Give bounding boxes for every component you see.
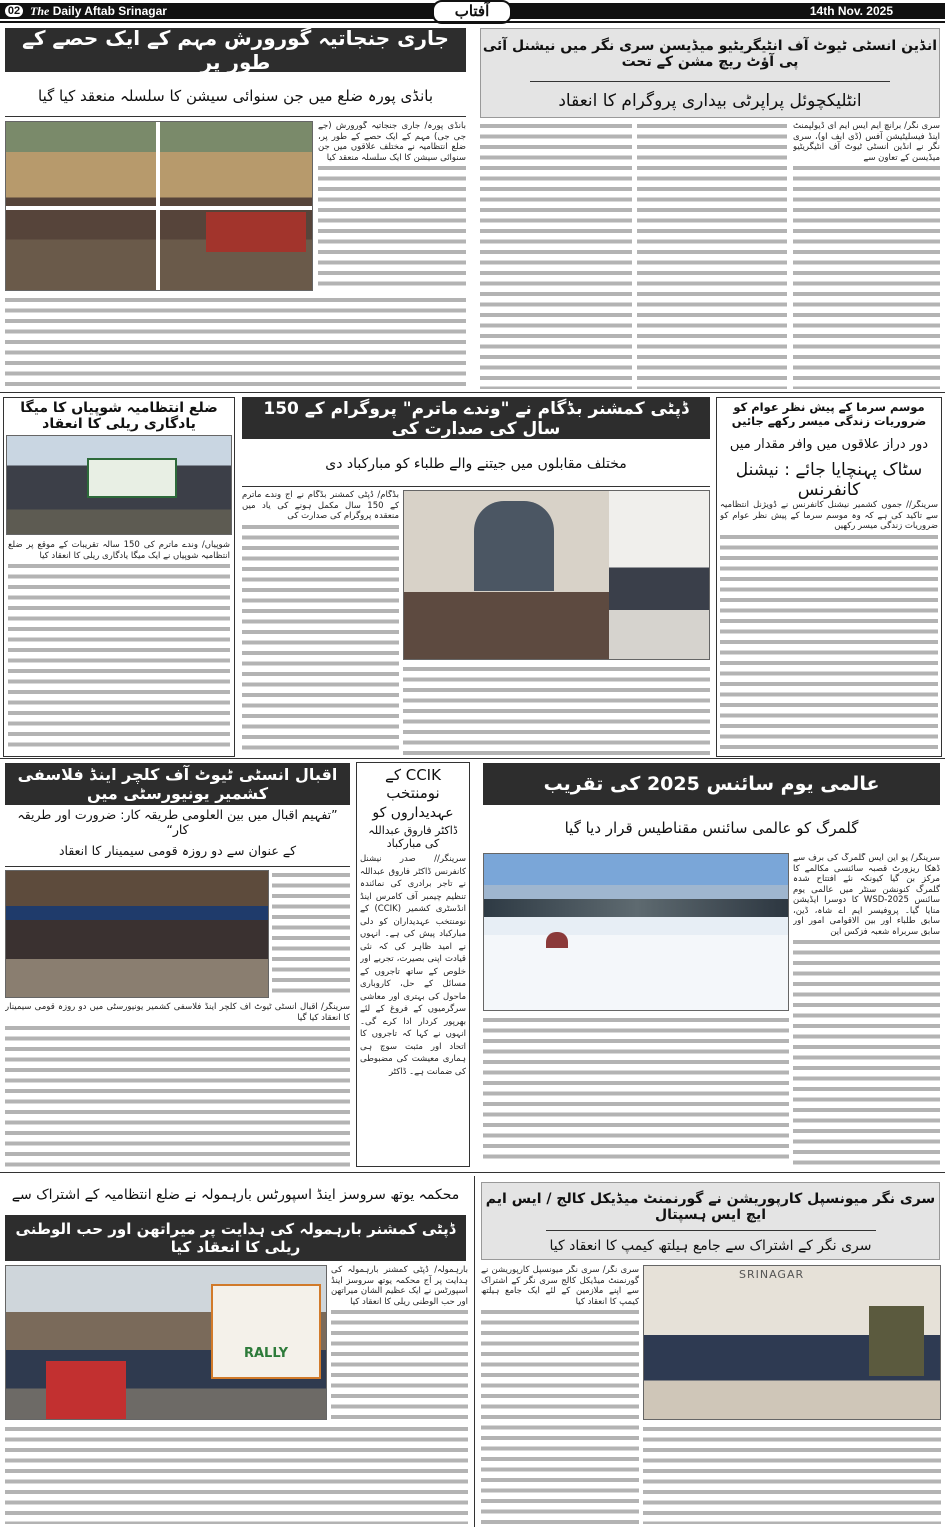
ccik-box — [356, 762, 470, 1167]
iqbal-body — [5, 1002, 350, 1167]
ccik-headline-3: ڈاکٹر فاروق عبداللہ کی مبارکباد — [368, 824, 458, 850]
shopian-body — [8, 540, 230, 753]
divider — [5, 866, 350, 867]
shopian-headline: ضلع انتظامیہ شوپیاں کا میگا یادگاری ریلی کا انعقاد — [20, 400, 218, 432]
smc-headline: سری نگر میونسپل کارپوریشن نے گورنمنٹ میڈیکل کالج / ایس ایم ایچ ایس ہسپتال — [485, 1191, 936, 1223]
budgam-lead: بڈگام/ ڈپٹی کمشنر بڈگام نے آج وندے ماترم کے 150 سال مکمل ہونے کی یاد میں منعقدہ پروگرام کی صدارت کی — [242, 490, 399, 521]
iitm-header-box — [480, 28, 940, 118]
shopian-photo — [6, 435, 232, 535]
nc-subhead-2: سٹاک پہنچایا جائے : نیشنل کانفرنس — [735, 459, 923, 500]
divider — [5, 116, 466, 117]
iqbal-headline: اقبال انسٹی ٹیوٹ آف کلچر اینڈ فلاسفی کشمیر یونیورسٹی میں — [5, 763, 350, 805]
paper-prefix: The — [30, 4, 50, 18]
shopian-lead: شوپیاں/ وندے ماترم کی 150 سالہ تقریبات کے موقع پر ضلع انتظامیہ شوپیاں نے ایک میگا یادگاری ریلی کا انعقاد کیا — [8, 540, 230, 561]
divider — [474, 1176, 475, 1527]
iqbal-lead: سرینگر/ اقبال انسٹی ٹیوٹ آف کلچر اینڈ فلاسفی کشمیر یونیورسٹی میں دو روزہ قومی سیمینار کا انعقاد کیا گیا — [5, 1002, 350, 1023]
masthead-bar — [0, 3, 945, 19]
gulmarg-snow-photo — [483, 853, 789, 1011]
baramulla-photo — [5, 1265, 327, 1420]
budgam-subhead: مختلف مقابلوں میں جیتنے والے طلباء کو مبارکباد دی — [325, 456, 627, 472]
page-number: 02 — [3, 3, 25, 19]
science-body-continued — [483, 1015, 789, 1165]
bandipora-headline: جاری جنجاتیہ گورورش مہم کے ایک حصے کے طور پر — [5, 28, 466, 72]
bandipora-lead: بانڈی پورہ/ جاری جنجاتیہ گورورش (جے جی جی) مہم کے ایک حصے کے طور پر، ضلع انتظامیہ نے مختلف علاقوں میں جن سنوائی سیشن کا ایک سلسلہ منعقد کیا — [318, 121, 466, 163]
bandipora-body — [318, 121, 466, 291]
iitm-body — [793, 121, 940, 389]
smc-body — [481, 1265, 639, 1525]
science-body — [793, 853, 940, 1165]
paper-title: Daily Aftab Srinagar — [52, 4, 167, 18]
paper-name — [30, 4, 167, 19]
baramulla-headline: ڈپٹی کمشنر بارہمولہ کی ہدایت پر میراتھن اور حب الوطنی ریلی کا انعقاد کیا — [5, 1215, 466, 1261]
rally-banner: RALLY — [211, 1284, 321, 1379]
iqbal-subhead-2: کے عنوان سے دو روزہ قومی سیمینار کا انعقاد — [58, 842, 297, 858]
issue-date: 14th Nov. 2025 — [809, 4, 893, 18]
smc-subhead: سری نگر کے اشتراک سے جامع ہیلتھ کیمپ کا انعقاد کیا — [549, 1238, 872, 1254]
nc-subhead: دور دراز علاقوں میں وافر مقدار میں — [729, 436, 929, 452]
masthead-rule — [0, 21, 945, 23]
science-subhead: گلمرگ کو عالمی سائنس مقناطیس قرار دیا گیا — [564, 819, 859, 837]
ccik-headline-1: CCIK کے نومنتخب — [385, 766, 441, 802]
ccik-body: سرینگر// صدر نیشنل کانفرنس ڈاکٹر فاروق عبداللہ نے تاجر برادری کی نمائندہ تنظیم چیمبر آف کامرس اینڈ انڈسٹری کشمیر (CCIK) کے نومنتخب عہدیداران کو دلی مبارکباد پیش کی ہے۔ انہوں نے امید ظاہر کی کہ نئی قیادت اپنی بصیرت، تجربے اور خلوص کے ساتھ تاجروں کے مسائل کے حل، کاروباری ماحول کی بہتری اور معاشی سرگرمیوں کے فروغ کے لئے بھرپور کردار ادا کرے گی۔ انہوں نے کہا کہ تاجروں کا اتحاد اور مثبت سوچ ہی ہماری معیشت کی مضبوطی کی ضمانت ہے۔ ڈاکٹر — [360, 854, 466, 1077]
budgam-body — [242, 490, 399, 755]
budgam-body-continued — [403, 664, 710, 755]
bandipora-body-continued — [5, 295, 466, 387]
divider — [0, 1172, 945, 1173]
paper-logo: آفتاب — [432, 0, 512, 24]
bandipora-subhead: بانڈی پورہ ضلع میں جن سنوائی سیشن کا سلسلہ منعقد کیا گیا — [38, 87, 433, 105]
divider — [0, 392, 945, 393]
nc-body — [720, 500, 938, 753]
baramulla-kicker: محکمہ یوتھ سروسز اینڈ اسپورٹس بارہمولہ نے ضلع انتظامیہ کے اشتراک سے — [11, 1187, 460, 1203]
smc-photo — [643, 1265, 941, 1420]
iitm-headline: انڈین انسٹی ٹیوٹ آف انٹیگریٹیو میڈیسن سری نگر میں نیشنل آئی پی آؤٹ ریچ مشن کے تحت — [482, 38, 938, 70]
baramulla-body — [331, 1265, 468, 1420]
iqbal-body-side — [272, 870, 350, 998]
science-headline: عالمی یوم سائنس 2025 کی تقریب — [483, 763, 940, 805]
science-lead: سرینگر/ یو این ایس گلمرگ کی برف سے ڈھکا ریزورٹ قصبہ سائنسی مکالمے کا مرکز بن گیا کیونکہ نئے افتتاح شدہ گلمرگ کنونشن سنٹر میں عالمی یوم سائنس WSD-2025 کا دوسرا ایڈیشن منایا گیا۔ پروفیسر ایم اے شاہ، ڈین، سابق طلباء اور بین الاقوامی امور اور سابق سربراہ شعبہ فزکس این — [793, 853, 940, 937]
divider — [0, 758, 945, 759]
budgam-photo — [403, 490, 710, 660]
iitm-body-col2 — [637, 121, 787, 389]
smc-header-box — [481, 1182, 940, 1260]
baramulla-lead: بارہمولہ/ ڈپٹی کمشنر بارہمولہ کی ہدایت پر آج محکمہ یوتھ سروسز اینڈ اسپورٹس نے ایک عظیم الشان میراتھن اور حب الوطنی ریلی کا انعقاد کیا — [331, 1265, 468, 1307]
baramulla-body-continued — [5, 1424, 468, 1524]
smc-lead: سری نگر/ سری نگر میونسپل کارپوریشن نے گورنمنٹ میڈیکل کالج سری نگر کے اشتراک سے اپنے ملازمین کے لئے ایک جامع ہیلتھ کیمپ کا انعقاد کیا — [481, 1265, 639, 1307]
smc-body-continued — [643, 1424, 941, 1524]
iitm-subhead: انٹلیکچوئل پراپرٹی بیداری پروگرام کا انعقاد — [558, 91, 862, 111]
ccik-headline-2: عہدیداروں کو — [372, 805, 454, 821]
iitm-body-col3 — [480, 121, 632, 389]
iqbal-subhead: ”تفہیم اقبال میں بین العلومی طریقہ کار: ضرورت اور طریقہ کار“ — [17, 807, 338, 837]
budgam-headline: ڈپٹی کمشنر بڈگام نے "وندے ماترم" پروگرام کے 150 سال کی صدارت کی — [242, 397, 710, 439]
nc-lead: سرینگر// جموں کشمیر نیشنل کانفرنس نے ڈویژنل انتظامیہ سے تاکید کی ہے کہ وہ موسم سرما کے پیش نظر عوام کو ضروریات زندگی میسر رکھیں — [720, 500, 938, 531]
photo-sign: SRINAGAR — [739, 1268, 805, 1281]
iitm-lead: سری نگر/ برانچ ایم ایس ایم ای ڈیولپمنٹ اینڈ فیسلیٹیشن آفس (ڈی ایف او)، سری نگر نے انڈین انسٹی ٹیوٹ آف انٹیگریٹیو میڈیسن کے تعاون سے — [793, 121, 940, 163]
divider — [242, 486, 710, 487]
nc-headline: موسم سرما کے پیش نظر عوام کو ضروریات زندگی میسر رکھے جائیں — [731, 400, 927, 428]
iqbal-photo — [5, 870, 269, 998]
bandipora-photo — [5, 121, 313, 291]
